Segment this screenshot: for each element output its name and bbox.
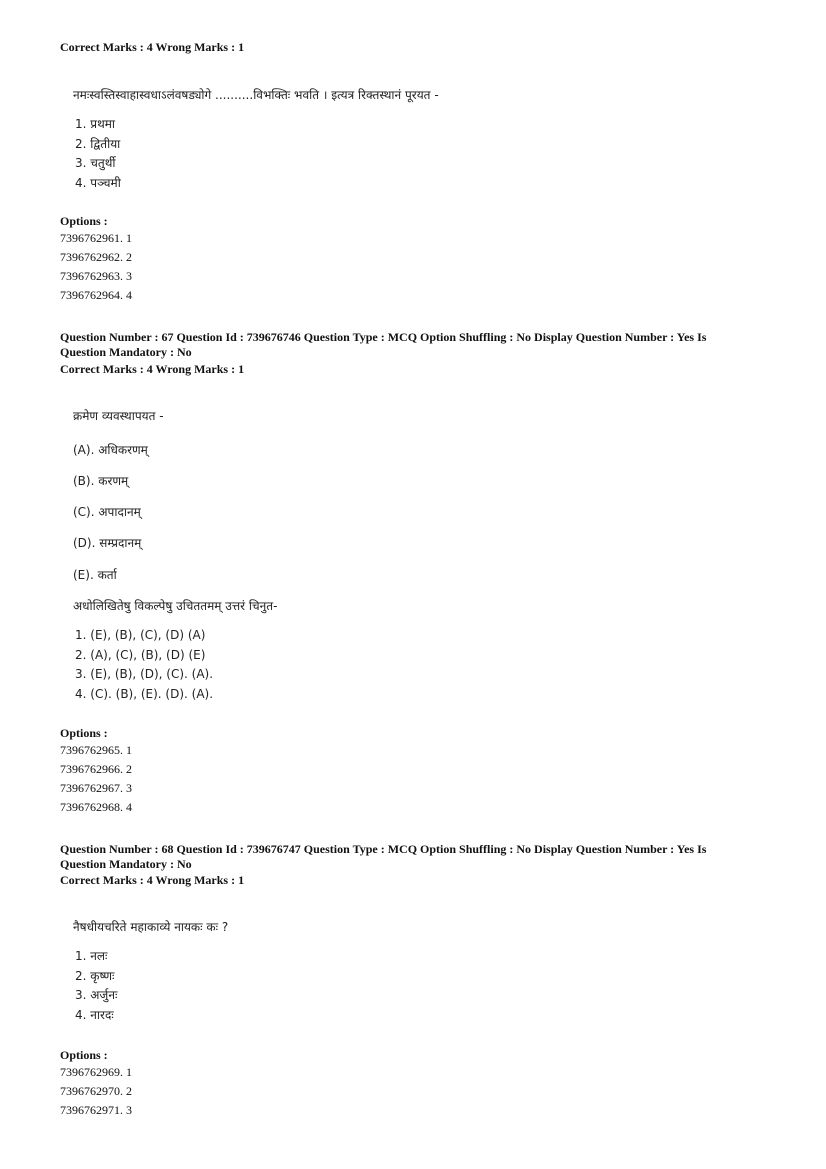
choice-item: 3. (E), (B), (D), (C). (A). (75, 667, 214, 681)
choice-item: 4. पञ्चमी (75, 175, 121, 190)
option-id-item: 7396762966. 2 (60, 762, 132, 776)
choice-item: 2. (A), (C), (B), (D) (E) (75, 647, 206, 662)
question-header-line: Question Mandatory : No (60, 345, 192, 359)
option-id-item: 7396762965. 1 (60, 743, 132, 757)
choice-item: 3. अर्जुनः (75, 988, 118, 1002)
options-heading: Options : (60, 726, 108, 740)
option-ids (60, 229, 132, 305)
marks-line: Correct Marks : 4 Wrong Marks : 1 (60, 873, 245, 887)
question-header-line: Question Number : 68 Question Id : 739676747 Question Type : MCQ Option Shuffling : No Display Question Number : Yes Is (60, 842, 707, 856)
option-id-item: 7396762971. 3 (60, 1103, 132, 1117)
answer-choices (75, 626, 213, 704)
question-header (60, 330, 760, 360)
question-text: नमःस्वस्तिस्वाहास्वधाऽलंवषड्योगे ..........विभक्तिः भवति । इत्यत्र रिक्तस्थानं पूरयत - (73, 88, 439, 102)
statement-item: (C). अपादानम् (73, 505, 141, 519)
option-ids (60, 1063, 132, 1120)
choice-item: 1. (E), (B), (C), (D) (A) (75, 628, 206, 642)
choice-item: 3. चतुर्थी (75, 156, 116, 170)
option-id-item: 7396762963. 3 (60, 269, 132, 283)
question-text: नैषधीयचरिते महाकाव्ये नायकः कः ? (73, 920, 229, 934)
answer-choices (75, 115, 121, 193)
question-header-line: Question Mandatory : No (60, 857, 192, 871)
option-id-item: 7396762964. 4 (60, 288, 132, 302)
option-id-item: 7396762967. 3 (60, 781, 132, 795)
options-heading: Options : (60, 214, 108, 228)
question-text: क्रमेण व्यवस्थापयत - (73, 409, 164, 423)
options-heading: Options : (60, 1048, 108, 1062)
option-ids (60, 741, 132, 817)
choice-item: 4. (C). (B), (E). (D). (A). (75, 686, 214, 701)
question-header-line: Question Number : 67 Question Id : 739676746 Question Type : MCQ Option Shuffling : No Display Question Number : Yes Is (60, 330, 707, 344)
option-id-item: 7396762961. 1 (60, 231, 132, 245)
statement-item: (D). सम्प्रदानम् (73, 536, 142, 550)
statement-item: (A). अधिकरणम् (73, 443, 148, 457)
instruction-text: अधोलिखितेषु विकल्पेषु उचिततमम् उत्तरं चिनुत- (73, 599, 278, 613)
answer-choices (75, 947, 117, 1025)
option-id-item: 7396762968. 4 (60, 800, 132, 814)
marks-line: Correct Marks : 4 Wrong Marks : 1 (60, 362, 245, 376)
marks-line: Correct Marks : 4 Wrong Marks : 1 (60, 40, 245, 54)
choice-item: 2. कृष्णः (75, 968, 115, 983)
choice-item: 1. नलः (75, 949, 108, 963)
option-id-item: 7396762962. 2 (60, 250, 132, 264)
choice-item: 4. नारदः (75, 1007, 114, 1022)
question-header (60, 842, 760, 872)
choice-item: 1. प्रथमा (75, 117, 116, 131)
choice-item: 2. द्वितीया (75, 136, 121, 151)
statement-item: (E). कर्ता (73, 568, 117, 582)
statement-item: (B). करणम् (73, 474, 129, 488)
option-id-item: 7396762969. 1 (60, 1065, 132, 1079)
option-id-item: 7396762970. 2 (60, 1084, 132, 1098)
